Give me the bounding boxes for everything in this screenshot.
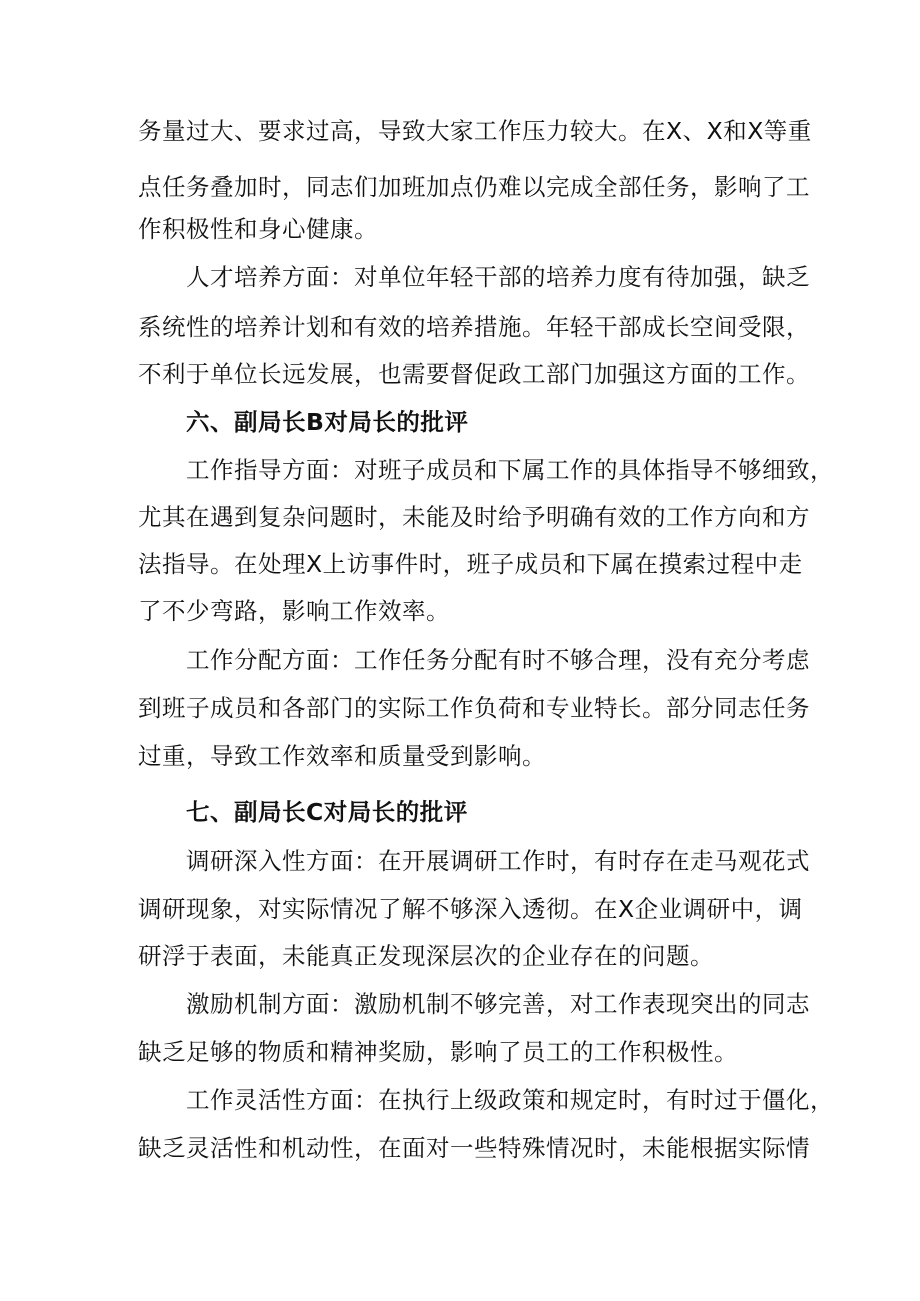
section-heading-6: 六、副局长B对局长的批评 [186, 408, 469, 436]
p3-line-4: 了不少弯路，影响工作效率。 [138, 597, 450, 625]
p6-line-2: 缺乏足够的物质和精神奖励，影响了员工的工作积极性。 [138, 1038, 738, 1066]
p6-line-1: 激励机制方面：激励机制不够完善，对工作表现突出的同志 [186, 990, 810, 1018]
p1-line-2: 点任务叠加时，同志们加班加点仍难以完成全部任务，影响了工 [138, 173, 810, 201]
p4-line-2: 到班子成员和各部门的实际工作负荷和专业特长。部分同志任务 [138, 694, 810, 722]
p4-line-1: 工作分配方面：工作任务分配有时不够合理，没有充分考虑 [186, 646, 810, 674]
p3-line-3: 法指导。在处理X上访事件时，班子成员和下属在摸索过程中走 [138, 550, 803, 578]
p2-line-2: 系统性的培养计划和有效的培养措施。年轻干部成长空间受限， [138, 313, 810, 341]
p1-line-3: 作积极性和身心健康。 [138, 215, 378, 243]
p7-line-1: 工作灵活性方面：在执行上级政策和规定时，有时过于僵化， [186, 1086, 834, 1114]
p2-line-3: 不利于单位长远发展，也需要督促政工部门加强这方面的工作。 [138, 360, 810, 388]
p2-line-1: 人才培养方面：对单位年轻干部的培养力度有待加强，缺乏 [186, 263, 810, 291]
p4-line-3: 过重，导致工作效率和质量受到影响。 [138, 742, 546, 770]
section-heading-7: 七、副局长C对局长的批评 [186, 798, 468, 826]
p5-line-1: 调研深入性方面：在开展调研工作时，有时存在走马观花式 [186, 847, 810, 875]
p3-line-1: 工作指导方面：对班子成员和下属工作的具体指导不够细致， [186, 456, 834, 484]
p1-line-1: 务量过大、要求过高，导致大家工作压力较大。在X、X和X等重 [138, 117, 812, 145]
p5-line-3: 研浮于表面，未能真正发现深层次的企业存在的问题。 [138, 942, 714, 970]
p3-line-2: 尤其在遇到复杂问题时，未能及时给予明确有效的工作方向和方 [138, 503, 810, 531]
p5-line-2: 调研现象，对实际情况了解不够深入透彻。在X企业调研中，调 [138, 895, 803, 923]
p7-line-2: 缺乏灵活性和机动性，在面对一些特殊情况时，未能根据实际情 [138, 1134, 810, 1162]
